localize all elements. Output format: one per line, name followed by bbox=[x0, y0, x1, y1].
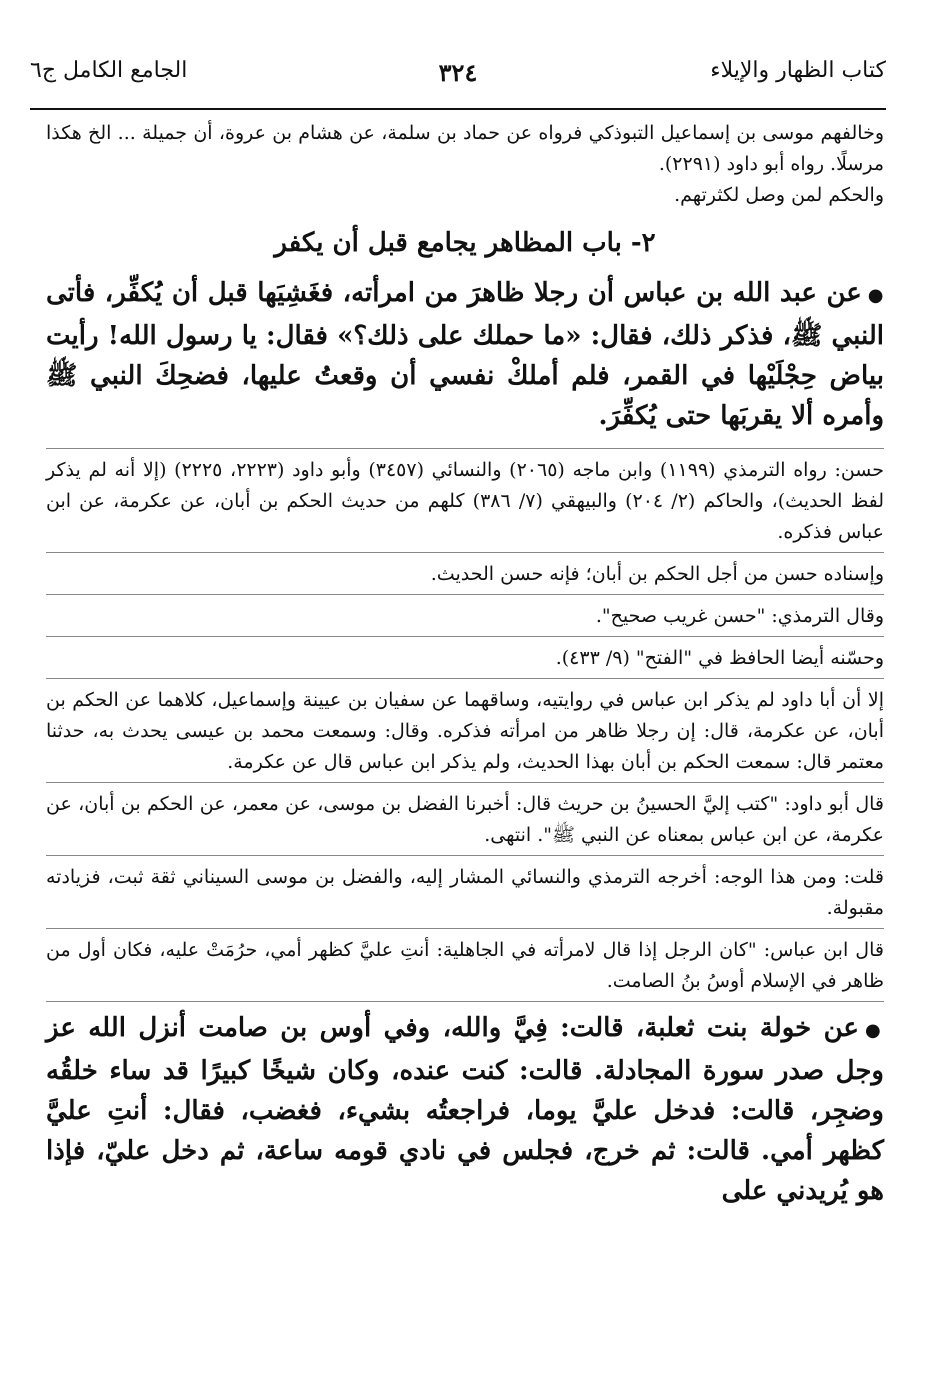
hadith-ibn-abbas-text: عن عبد الله بن عباس أن رجلا ظاهرَ من امرأته، فغَشِيَها قبل أن يُكفِّر، فأتى النبي ﷺ، فذكر ذلك، فقال: «ما حملك على ذلك؟» فقال: يا رسول الله! رأيت بياض حِجْلَيْها في القمر، فلم أملكْ نفسي أن وقعتُ عليها، فضحِكَ النبي ﷺ وأمره ألا يقربَها حتى يُكفِّرَ. bbox=[46, 278, 884, 431]
divider bbox=[46, 782, 884, 783]
paragraph-hukm: والحكم لمن وصل لكثرتهم. bbox=[674, 184, 884, 206]
header-rule bbox=[30, 108, 886, 110]
page-header bbox=[30, 58, 886, 108]
hadith-ibn-abbas bbox=[46, 273, 884, 436]
qultu-paragraph: قلت: ومن هذا الوجه: أخرجه الترمذي والنسائي المشار إليه، والفضل بن موسى السيناني ثقة ثبت، فزيادته مقبولة. bbox=[46, 866, 884, 919]
abudawud-paragraph-2: قال أبو داود: "كتب إليَّ الحسينُ بن حريث قال: أخبرنا الفضل بن موسى، عن معمر، عن الحكم بن أبان، عن عكرمة، عن ابن عباس بمعناه عن النبي ﷺ". انتهى. bbox=[46, 793, 884, 846]
bullet-icon: ● bbox=[867, 285, 884, 306]
divider bbox=[46, 1001, 884, 1002]
isnad-paragraph: وإسناده حسن من أجل الحكم بن أبان؛ فإنه حسن الحديث. bbox=[430, 563, 884, 585]
divider bbox=[46, 636, 884, 637]
volume-title: الجامع الكامل ج٦ bbox=[30, 58, 188, 83]
abudawud-paragraph-1: إلا أن أبا داود لم يذكر ابن عباس في روايتيه، وساقهما عن سفيان بن عيينة وإسماعيل، كلاهما عن الحكم بن أبان، عن عكرمة، قال: إن رجلا ظاهر من امرأته فذكره. وقال: وسمعت محمد بن عيسى يحدث به، حدثنا معتمر قال: سمعت الحكم بن أبان بهذا الحديث، ولم يذكر ابن عباس قال عن عكرمة. bbox=[46, 689, 884, 773]
divider bbox=[46, 928, 884, 929]
paragraph-musa-ismail: وخالفهم موسى بن إسماعيل التبوذكي فرواه عن حماد بن سلمة، عن هشام بن عروة، أن جميلة ... الخ هكذا مرسلًا. رواه أبو داود (٢٢٩١). bbox=[46, 122, 884, 175]
divider bbox=[46, 678, 884, 679]
page-body bbox=[46, 118, 884, 1211]
takhrij-paragraph: حسن: رواه الترمذي (١١٩٩) وابن ماجه (٢٠٦٥) والنسائي (٣٤٥٧) وأبو داود (٢٢٢٣، ٢٢٢٥) (إلا أنه لم يذكر لفظ الحديث)، والحاكم (٢/ ٢٠٤) والبيهقي (٧/ ٣٨٦) كلهم من حديث الحكم بن أبان، عن عكرمة، عن ابن عباس فذكره. bbox=[46, 459, 885, 543]
hafiz-paragraph: وحسّنه أيضا الحافظ في "الفتح" (٩/ ٤٣٣). bbox=[555, 647, 884, 669]
ibn-abbas-quote: قال ابن عباس: "كان الرجل إذا قال لامرأته في الجاهلية: أنتِ عليَّ كظهر أمي، حرُمَتْ عليه، فكان أول من ظاهر في الإسلام أوسُ بنُ الصامت. bbox=[46, 939, 884, 992]
divider bbox=[46, 594, 884, 595]
divider bbox=[46, 448, 884, 449]
bullet-icon: ● bbox=[864, 1020, 884, 1041]
chapter-heading: ٢- باب المظاهر يجامع قبل أن يكفر bbox=[274, 228, 656, 258]
hadith-khawla bbox=[46, 1008, 884, 1211]
hadith-khawla-text: عن خولة بنت ثعلبة، قالت: فِيَّ والله، وفي أوس بن صامت أنزل الله عز وجل صدر سورة المجادلة. قالت: كنت عنده، وكان شيخًا كبيرًا قد ساء خلقُه وضجِر، قالت: فدخل عليَّ يوما، فراجعتُه بشيء، فغضب، فقال: أنتِ عليَّ كظهر أمي. قالت: ثم خرج، فجلس في نادي قومه ساعة، ثم دخل عليّ، فإذا هو يُريدني على bbox=[46, 1013, 884, 1206]
page-number: ٣٢٤ bbox=[438, 58, 478, 87]
book-title: كتاب الظهار والإيلاء bbox=[710, 58, 886, 83]
divider bbox=[46, 855, 884, 856]
tirmidhi-paragraph: وقال الترمذي: "حسن غريب صحيح". bbox=[595, 605, 884, 627]
divider bbox=[46, 552, 884, 553]
